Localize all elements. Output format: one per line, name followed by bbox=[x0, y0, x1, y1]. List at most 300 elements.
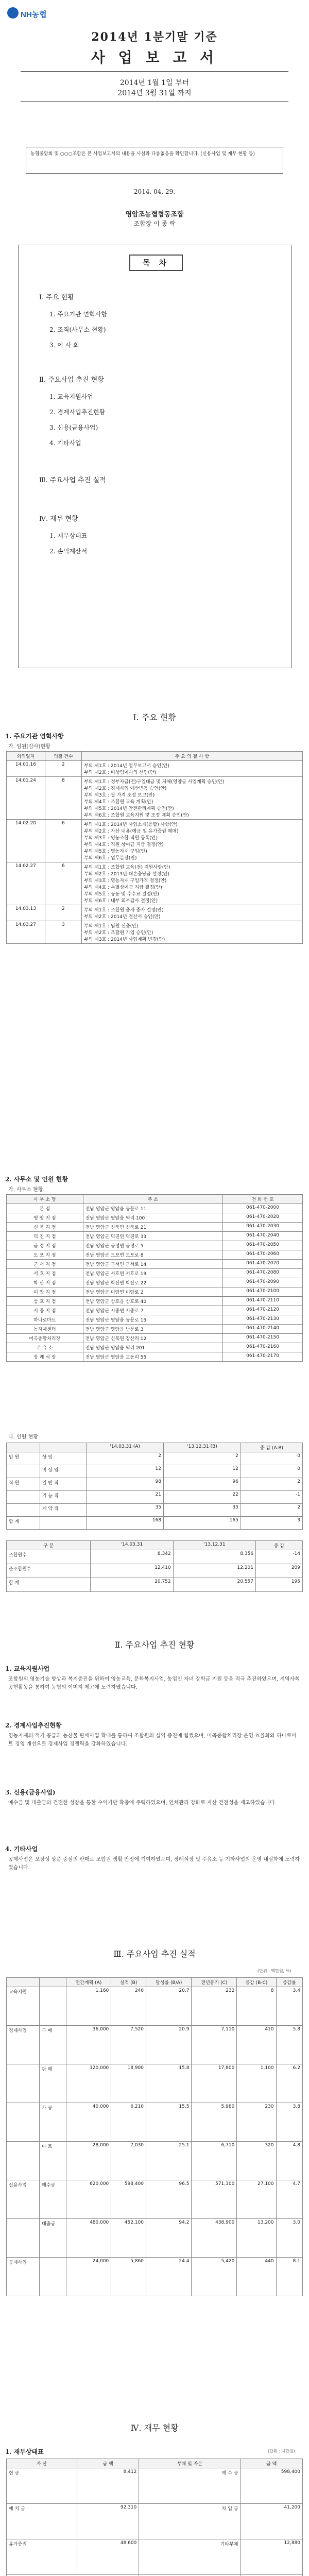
table-row bbox=[7, 1352, 303, 1362]
table-row bbox=[7, 1578, 303, 1592]
table-cell: 13,200 bbox=[237, 2219, 276, 2258]
table-cell: 하나로마트 bbox=[7, 1315, 83, 1325]
table-cell: 마 트 bbox=[40, 2142, 66, 2180]
table-cell: 24.4 bbox=[146, 2258, 192, 2296]
column-header: 증감률 bbox=[276, 1978, 303, 1987]
unit-label: (단위 : 백만원) bbox=[268, 2449, 295, 2453]
table-cell: 571,300 bbox=[192, 2180, 237, 2219]
table-cell: 도 포 지 점 bbox=[7, 1250, 83, 1260]
table-cell: 8 bbox=[237, 1987, 276, 2026]
column-header bbox=[40, 1443, 86, 1452]
table-cell: 덕 진 지 점 bbox=[7, 1232, 83, 1241]
table-row bbox=[7, 1325, 303, 1334]
table-cell: 20.7 bbox=[146, 1987, 192, 2026]
divider bbox=[21, 71, 288, 72]
table-cell bbox=[40, 2258, 66, 2296]
table-cell: 14.01.24 bbox=[7, 777, 45, 820]
table-cell: 061-470-2100 bbox=[223, 1287, 303, 1297]
toc-section-3[interactable]: Ⅲ. 주요사업 추진 실적 bbox=[39, 477, 106, 484]
column-header: '13.12.31 (B) bbox=[164, 1443, 241, 1452]
table-cell: 전남 영암군 미암면 미암로 2 bbox=[83, 1287, 222, 1297]
table-cell: 12 bbox=[164, 1465, 241, 1478]
table-cell: 6 bbox=[45, 820, 81, 862]
table-cell: 예수금 bbox=[40, 2180, 66, 2219]
table-cell: 0 bbox=[241, 1465, 302, 1478]
table-cell: 6,710 bbox=[192, 2142, 237, 2180]
column-header bbox=[7, 1978, 40, 1987]
table-cell: 48,600 bbox=[77, 2539, 139, 2575]
table-header-row bbox=[7, 1978, 303, 1987]
column-header: 주 요 의 결 사 항 bbox=[81, 752, 302, 761]
table-cell: 전남 영암군 영암읍 역리 201 bbox=[83, 1343, 222, 1352]
table-cell: 92,310 bbox=[77, 2504, 139, 2539]
table-cell: 3 bbox=[241, 1517, 302, 1530]
table-cell: 12,201 bbox=[173, 1564, 255, 1578]
table-cell: 22 bbox=[164, 1491, 241, 1504]
subsection-heading: 3. 신용(금융사업) bbox=[5, 1789, 56, 1796]
table-cell: 598,400 bbox=[111, 2180, 146, 2219]
table-cell: 20,557 bbox=[173, 1578, 255, 1592]
table-cell: 교육지원 bbox=[7, 1987, 40, 2026]
table-row bbox=[7, 2142, 303, 2180]
toc-item[interactable]: 3. 이 사 회 bbox=[49, 342, 79, 349]
table-of-contents bbox=[18, 245, 292, 668]
subsection-heading: 1. 교육지원사업 bbox=[5, 1665, 50, 1672]
table-cell: 5.8 bbox=[276, 2026, 303, 2064]
toc-item[interactable]: 2. 조직(사무소 현황) bbox=[49, 326, 106, 333]
section-1-title: Ⅰ. 주요 현황 bbox=[133, 713, 176, 722]
table-cell: 061-470-2110 bbox=[223, 1297, 303, 1306]
table-header-row bbox=[7, 752, 303, 761]
table-cell: 14.03.13 bbox=[7, 905, 45, 921]
table-cell: 삼 호 지 점 bbox=[7, 1297, 83, 1306]
column-header: 부채 및 자본 bbox=[139, 2459, 241, 2468]
table-row bbox=[7, 2539, 303, 2575]
column-header bbox=[7, 1443, 40, 1452]
table-header-row bbox=[7, 1443, 303, 1452]
table-cell: 8,412 bbox=[77, 2468, 139, 2504]
table-cell: 2 bbox=[164, 1452, 241, 1465]
table-cell: 전남 영암군 신북면 장산리 12 bbox=[83, 1334, 222, 1343]
table-cell: 061-470-2070 bbox=[223, 1260, 303, 1269]
table-cell: 농자재센터 bbox=[7, 1325, 83, 1334]
table-cell: 가 공 bbox=[40, 2103, 66, 2142]
table-cell: 2 bbox=[241, 1504, 302, 1517]
table-cell: 96.5 bbox=[146, 2180, 192, 2219]
column-header: 증 감 (A-B) bbox=[241, 1443, 302, 1452]
column-header: 구 분 bbox=[7, 1541, 91, 1550]
subsection-caption: 나. 인원 현황 bbox=[8, 1434, 38, 1440]
column-header: 금 액 bbox=[241, 2459, 303, 2468]
table-cell: 12,880 bbox=[241, 2539, 303, 2575]
table-row bbox=[7, 2219, 303, 2258]
table-cell: 전남 영암군 학산면 학산로 22 bbox=[83, 1278, 222, 1287]
table-cell: 320 bbox=[237, 2142, 276, 2180]
table-cell: 서 호 지 점 bbox=[7, 1269, 83, 1278]
table-cell: 기 능 직 bbox=[40, 1491, 86, 1504]
table-cell: 미곡종합처리장 bbox=[7, 1334, 83, 1343]
member-table bbox=[6, 1540, 303, 1592]
column-header: 자 산 bbox=[7, 2459, 77, 2468]
table-cell: 14.02.20 bbox=[7, 820, 45, 862]
section-3-title: Ⅲ. 주요사업 추진 실적 bbox=[113, 1949, 196, 1959]
table-cell: 임 원 bbox=[7, 1452, 40, 1465]
cover-title-line2: 사 업 보 고 서 bbox=[91, 49, 218, 66]
table-cell: 부의 제1호 : 조합원 교육(전) 지원사항(안) 부의 제2호 : 2013년 대손충당금 설정(안) 부의 제3호 : 영농자재 구입가격 결정(안) 부의 제4호 : 특별상여금 지급 결정(안) 부의 제5호 : 공동 및 수수료 결정(안) 부의 제6호 : 내부 외부감사 결정(안) bbox=[81, 862, 302, 905]
toc-item[interactable]: 4. 기타사업 bbox=[49, 439, 81, 447]
column-header: 전년동기 (C) bbox=[192, 1978, 237, 1987]
table-cell: 미 암 지 점 bbox=[7, 1287, 83, 1297]
subsection-caption: 가. 임원(감사)현황 bbox=[8, 744, 50, 750]
table-cell: 계 약 직 bbox=[40, 1504, 86, 1517]
report-date: 2014. 04. 29. bbox=[133, 188, 176, 195]
table-cell: 4.7 bbox=[276, 2180, 303, 2219]
table-row bbox=[7, 1504, 303, 1517]
table-cell: 25.1 bbox=[146, 2142, 192, 2180]
table-row bbox=[7, 1491, 303, 1504]
table-cell bbox=[7, 2219, 40, 2258]
table-row bbox=[7, 2026, 303, 2064]
table-row bbox=[7, 1478, 303, 1491]
table-cell bbox=[40, 1517, 86, 1530]
toc-item[interactable]: 1. 재무상태표 bbox=[49, 532, 88, 539]
table-cell: 2 bbox=[87, 1452, 164, 1465]
table-cell: 기타부채 bbox=[139, 2539, 241, 2575]
column-header: 주 소 bbox=[83, 1195, 222, 1204]
toc-section-4[interactable]: Ⅳ. 재무 현황 bbox=[39, 515, 78, 523]
table-row bbox=[7, 1564, 303, 1578]
table-cell: 061-470-2060 bbox=[223, 1250, 303, 1260]
table-row bbox=[7, 1297, 303, 1306]
ceo-name: 조합장 이 종 락 bbox=[133, 220, 176, 227]
table-row bbox=[7, 1334, 303, 1343]
table-cell: 7,520 bbox=[111, 2026, 146, 2064]
table-cell: 7,030 bbox=[111, 2142, 146, 2180]
table-cell: 061-470-2040 bbox=[223, 1232, 303, 1241]
table-cell: 14.01.16 bbox=[7, 761, 45, 777]
paragraph: 조합원의 영농기술 향상과 복지증진을 위하여 영농교육, 문화복지사업, 농업인 자녀 장학금 지원 등을 적극 추진하였으며, 지역사회 공헌활동을 통하여 농협의 이미지 제고에 노력하였습니다. bbox=[8, 1676, 300, 1690]
table-cell: 28,000 bbox=[66, 2142, 111, 2180]
table-cell: 17,800 bbox=[192, 2064, 237, 2103]
table-cell: 061-470-2160 bbox=[223, 1343, 303, 1352]
table-row bbox=[7, 777, 303, 820]
subsection-heading: 1. 재무상태표 bbox=[5, 2448, 44, 2455]
table-cell: 15.8 bbox=[146, 2064, 192, 2103]
table-cell: 27,100 bbox=[237, 2180, 276, 2219]
column-header: '14.03.31 bbox=[91, 1541, 173, 1550]
table-cell bbox=[7, 2142, 40, 2180]
table-cell: 전남 영암군 영암읍 교동리 55 bbox=[83, 1352, 222, 1362]
table-cell: 195 bbox=[256, 1578, 303, 1592]
table-cell: 6 bbox=[45, 862, 81, 905]
table-cell: 209 bbox=[256, 1564, 303, 1578]
table-cell: 3 bbox=[45, 921, 81, 944]
table-cell: 학 산 지 점 bbox=[7, 1278, 83, 1287]
table-cell: 18,900 bbox=[111, 2064, 146, 2103]
table-cell: 1,160 bbox=[66, 1987, 111, 2026]
table-row bbox=[7, 761, 303, 777]
table-cell: 부의 제1호 : 2014년 업무보고서 승인(안) 부의 제2호 : 비상임이사의 선임(안) bbox=[81, 761, 302, 777]
table-cell: 7,110 bbox=[192, 2026, 237, 2064]
table-cell: 14.02.27 bbox=[7, 862, 45, 905]
table-cell: 3.8 bbox=[276, 2103, 303, 2142]
table-row bbox=[7, 905, 303, 921]
table-cell: 5,420 bbox=[192, 2258, 237, 2296]
table-row bbox=[7, 2468, 303, 2504]
table-cell: 전남 영암군 영암읍 동문로 15 bbox=[83, 1315, 222, 1325]
column-header: 증감 (B-C) bbox=[237, 1978, 276, 1987]
table-row bbox=[7, 1232, 303, 1241]
table-row bbox=[7, 1550, 303, 1564]
column-header: 회의일자 bbox=[7, 752, 45, 761]
table-cell: 0 bbox=[241, 1452, 302, 1465]
performance-table bbox=[6, 1977, 303, 2296]
table-cell: 영 암 지 점 bbox=[7, 1213, 83, 1223]
table-cell: 전남 영암군 영암읍 역리 100 bbox=[83, 1213, 222, 1223]
table-cell: 공제사업 bbox=[7, 2258, 40, 2296]
table-cell: 240 bbox=[111, 1987, 146, 2026]
table-row bbox=[7, 1465, 303, 1478]
table-cell: 598,400 bbox=[241, 2468, 303, 2504]
table-row bbox=[7, 2258, 303, 2296]
table-cell: 직 원 bbox=[7, 1478, 40, 1491]
table-cell: 12 bbox=[87, 1465, 164, 1478]
table-cell: 장 례 식 장 bbox=[7, 1352, 83, 1362]
table-cell: 시 종 지 점 bbox=[7, 1306, 83, 1315]
table-cell: 구 매 bbox=[40, 2026, 66, 2064]
table-cell: 전남 영암군 금정면 금정로 5 bbox=[83, 1241, 222, 1250]
confirmation-note: 농협중앙회 및 ○○○조합은 본 사업보고서의 내용을 사실과 다름없음을 확인합니다. (신용사업 및 재무 현황 등) bbox=[26, 147, 283, 174]
table-cell: 061-470-2170 bbox=[223, 1352, 303, 1362]
table-cell: 12,410 bbox=[91, 1564, 173, 1578]
table-cell: 전남 영암군 도포면 도포로 8 bbox=[83, 1250, 222, 1260]
table-cell: 전남 영암군 서호면 서호로 19 bbox=[83, 1269, 222, 1278]
table-cell: 조합원수 bbox=[7, 1550, 91, 1564]
table-cell: 전남 영암군 영암읍 남문로 3 bbox=[83, 1325, 222, 1334]
unit-label: (단위 : 백만원, %) bbox=[258, 1969, 291, 1973]
table-cell: 전남 영암군 덕진면 덕진로 33 bbox=[83, 1232, 222, 1241]
toc-header: 목 차 bbox=[129, 255, 183, 271]
table-cell: 합 계 bbox=[7, 1517, 40, 1530]
table-cell: 차 입 금 bbox=[139, 2504, 241, 2539]
table-cell: 8.1 bbox=[276, 2258, 303, 2296]
section-4-title: Ⅳ. 재무 현황 bbox=[130, 2423, 179, 2433]
column-header: 실적 (B) bbox=[111, 1978, 146, 1987]
toc-item[interactable]: 3. 신용(금융사업) bbox=[49, 424, 98, 431]
table-cell: 232 bbox=[192, 1987, 237, 2026]
table-cell: 98 bbox=[87, 1478, 164, 1491]
staff-table bbox=[6, 1443, 303, 1530]
table-row bbox=[7, 1517, 303, 1530]
table-cell: 군 서 지 점 bbox=[7, 1260, 83, 1269]
table-row bbox=[7, 1278, 303, 1287]
table-cell: 40,000 bbox=[66, 2103, 111, 2142]
toc-section-2[interactable]: Ⅱ. 주요사업 추진 현황 bbox=[39, 376, 104, 384]
company-name: 영암조농협협동조합 bbox=[125, 211, 184, 218]
table-cell bbox=[7, 2064, 40, 2103]
table-row bbox=[7, 2064, 303, 2103]
subsection-caption: 가. 사무소 현황 bbox=[8, 1187, 43, 1193]
table-cell: 전남 영암군 시종면 시종로 7 bbox=[83, 1306, 222, 1315]
table-row bbox=[7, 2180, 303, 2219]
table-cell: 5,860 bbox=[111, 2258, 146, 2296]
table-cell: 6,210 bbox=[111, 2103, 146, 2142]
table-cell: 부의 제1호 : 정부자금(전)구입대금 및 자체(영양금 사업계획 승인(안) 부의 제2호 : 경제사업 예산변동 승인(안) 부의 제3호 : 쌀 가격 조정 보고(안) 부의 제4호 : 조합원 교육 계획(안) 부의 제5호 : 2014년 안전관리계획 승인(안) 부의 제6호 : 조합원 교육지원 및 조정 계획 승인(안) bbox=[81, 777, 302, 820]
toc-item[interactable]: 1. 교육지원사업 bbox=[49, 393, 93, 400]
table-cell: 대출금 bbox=[40, 2219, 66, 2258]
table-cell: 부의 제1호 : 조합원 출자 증자 결정(안) 부의 제2호 : 2014년 결산서 승인(안) bbox=[81, 905, 302, 921]
table-cell: 480,000 bbox=[66, 2219, 111, 2258]
table-row bbox=[7, 820, 303, 862]
table-cell: 452,100 bbox=[111, 2219, 146, 2258]
table-row bbox=[7, 1306, 303, 1315]
paragraph: 예수금 및 대출금의 건전한 성장을 통한 수익기반 확충에 주력하였으며, 연체관리 강화로 자산 건전성을 제고하였습니다. bbox=[8, 1800, 277, 1806]
table-row bbox=[7, 1223, 303, 1232]
table-row bbox=[7, 1452, 303, 1465]
table-cell bbox=[40, 1987, 66, 2026]
table-cell: 20.9 bbox=[146, 2026, 192, 2064]
table-cell: 신 북 지 점 bbox=[7, 1223, 83, 1232]
table-cell: 4.8 bbox=[276, 2142, 303, 2180]
paragraph: 영농자재의 적기 공급과 농산물 판매사업 확대를 통하여 조합원의 실익 증진에 힘썼으며, 미곡종합처리장 운영 효율화와 하나로마트 경영 개선으로 경제사업 경쟁력을 강화하였습니다. bbox=[8, 1733, 297, 1747]
table-cell: 230 bbox=[237, 2103, 276, 2142]
table-cell: 8,342 bbox=[91, 1550, 173, 1564]
table-cell: 준조합원수 bbox=[7, 1564, 91, 1578]
toc-item[interactable]: 1. 주요기관 연혁사항 bbox=[49, 311, 107, 318]
toc-item[interactable]: 2. 손익계산서 bbox=[49, 548, 88, 555]
table-cell: 96 bbox=[164, 1478, 241, 1491]
table-cell: 유가증권 bbox=[7, 2539, 77, 2575]
table-cell: 전남 영암군 영암읍 동문로 11 bbox=[83, 1204, 222, 1213]
table-cell: 2 bbox=[45, 761, 81, 777]
table-cell: 3.4 bbox=[276, 1987, 303, 2026]
column-header: '14.03.31 (A) bbox=[87, 1443, 164, 1452]
column-header: 증 감 bbox=[256, 1541, 303, 1550]
table-cell: 061-470-2150 bbox=[223, 1334, 303, 1343]
office-table bbox=[6, 1194, 303, 1362]
period-start: 2014년 1월 1일 부터 bbox=[119, 79, 190, 87]
table-cell: 3.0 bbox=[276, 2219, 303, 2258]
table-cell: 부의 제1호 : 임원 선출(안) 부의 제2호 : 조합원 가입 승인(안) 부의 제3호 : 2014년 사업계획 변경(안) bbox=[81, 921, 302, 944]
table-row bbox=[7, 921, 303, 944]
table-cell: 438,900 bbox=[192, 2219, 237, 2258]
table-row bbox=[7, 1241, 303, 1250]
toc-section-1[interactable]: Ⅰ. 주요 현황 bbox=[39, 294, 74, 301]
table-header-row bbox=[7, 2459, 303, 2468]
table-cell: 전남 영암군 삼호읍 삼호로 40 bbox=[83, 1297, 222, 1306]
table-cell: 620,000 bbox=[66, 2180, 111, 2219]
table-row bbox=[7, 1343, 303, 1352]
table-cell: 1,100 bbox=[237, 2064, 276, 2103]
table-cell: 165 bbox=[164, 1517, 241, 1530]
paragraph: 공제사업은 보장성 상품 중심의 판매로 조합원 생활 안정에 기여하였으며, 장례식장 및 주유소 등 기타사업의 운영 내실화에 노력하였습니다. bbox=[8, 1857, 300, 1871]
section-2-title: Ⅱ. 주요사업 추진 현황 bbox=[114, 1640, 195, 1650]
table-cell: -1 bbox=[241, 1491, 302, 1504]
table-row bbox=[7, 1315, 303, 1325]
table-cell: 주 유 소 bbox=[7, 1343, 83, 1352]
table-cell: 061-470-2140 bbox=[223, 1325, 303, 1334]
subsection-heading: 1. 주요기관 연혁사항 bbox=[5, 733, 64, 740]
period-end: 2014년 3월 31일 까지 bbox=[117, 89, 192, 97]
subsection-heading: 4. 기타사업 bbox=[5, 1845, 38, 1853]
table-row bbox=[7, 1213, 303, 1223]
table-cell: 33 bbox=[164, 1504, 241, 1517]
column-header: '13.12.31 bbox=[173, 1541, 255, 1550]
table-cell: 금 정 지 점 bbox=[7, 1241, 83, 1250]
table-cell: 41,200 bbox=[241, 2504, 303, 2539]
table-cell: 합 계 bbox=[7, 1578, 91, 1592]
table-cell: 20,752 bbox=[91, 1578, 173, 1592]
table-cell: 전남 영암군 군서면 군서로 14 bbox=[83, 1260, 222, 1269]
table-cell: 경제사업 bbox=[7, 2026, 40, 2064]
table-cell bbox=[7, 1491, 40, 1504]
table-cell: 일 반 직 bbox=[40, 1478, 86, 1491]
nh-logo-icon bbox=[7, 7, 19, 19]
table-cell: 410 bbox=[237, 2026, 276, 2064]
table-cell: 15.5 bbox=[146, 2103, 192, 2142]
column-header: 의결 건수 bbox=[45, 752, 81, 761]
toc-item[interactable]: 2. 경제사업추진현황 bbox=[49, 409, 106, 416]
table-cell: 5,980 bbox=[192, 2103, 237, 2142]
column-header: 금 액 bbox=[77, 2459, 139, 2468]
table-cell: 061-470-2120 bbox=[223, 1306, 303, 1315]
table-row bbox=[7, 862, 303, 905]
table-cell: 비 상 임 bbox=[40, 1465, 86, 1478]
table-cell: 2 bbox=[241, 1478, 302, 1491]
table-cell: 061-470-2000 bbox=[223, 1204, 303, 1213]
table-cell: 본 점 bbox=[7, 1204, 83, 1213]
table-cell: 상 임 bbox=[40, 1452, 86, 1465]
table-cell: 14.03.27 bbox=[7, 921, 45, 944]
table-row bbox=[7, 2504, 303, 2539]
table-cell: 2 bbox=[45, 905, 81, 921]
table-cell bbox=[7, 1504, 40, 1517]
table-row bbox=[7, 1204, 303, 1213]
table-cell: -14 bbox=[256, 1550, 303, 1564]
subsection-heading: 2. 경제사업추진현황 bbox=[5, 1722, 62, 1729]
table-row bbox=[7, 1250, 303, 1260]
table-cell: 6.2 bbox=[276, 2064, 303, 2103]
table-cell bbox=[7, 1465, 40, 1478]
table-cell: 판 매 bbox=[40, 2064, 66, 2103]
table-cell: 36,000 bbox=[66, 2026, 111, 2064]
table-cell: 061-470-2030 bbox=[223, 1223, 303, 1232]
table-cell: 35 bbox=[87, 1504, 164, 1517]
table-cell: 8 bbox=[45, 777, 81, 820]
table-cell: 440 bbox=[237, 2258, 276, 2296]
column-header: 연간계획 (A) bbox=[66, 1978, 111, 1987]
table-cell: 168 bbox=[87, 1517, 164, 1530]
table-cell: 061-470-2090 bbox=[223, 1278, 303, 1287]
column-header: 달성률 (B/A) bbox=[146, 1978, 192, 1987]
column-header: 사 무 소 명 bbox=[7, 1195, 83, 1204]
table-cell bbox=[7, 2103, 40, 2142]
table-row bbox=[7, 1269, 303, 1278]
table-cell: 061-470-2130 bbox=[223, 1315, 303, 1325]
board-resolutions-table bbox=[6, 751, 303, 944]
table-row bbox=[7, 1260, 303, 1269]
table-cell: 8,356 bbox=[173, 1550, 255, 1564]
nh-logo bbox=[7, 7, 48, 25]
column-header bbox=[40, 1978, 66, 1987]
table-row bbox=[7, 2103, 303, 2142]
table-row bbox=[7, 1287, 303, 1297]
logo-text: NH농협 bbox=[21, 10, 47, 19]
table-cell: 94.2 bbox=[146, 2219, 192, 2258]
column-header: 전 화 번 호 bbox=[223, 1195, 303, 1204]
subsection-heading: 2. 사무소 및 인원 현황 bbox=[5, 1176, 68, 1183]
table-cell: 예 치 금 bbox=[7, 2504, 77, 2539]
